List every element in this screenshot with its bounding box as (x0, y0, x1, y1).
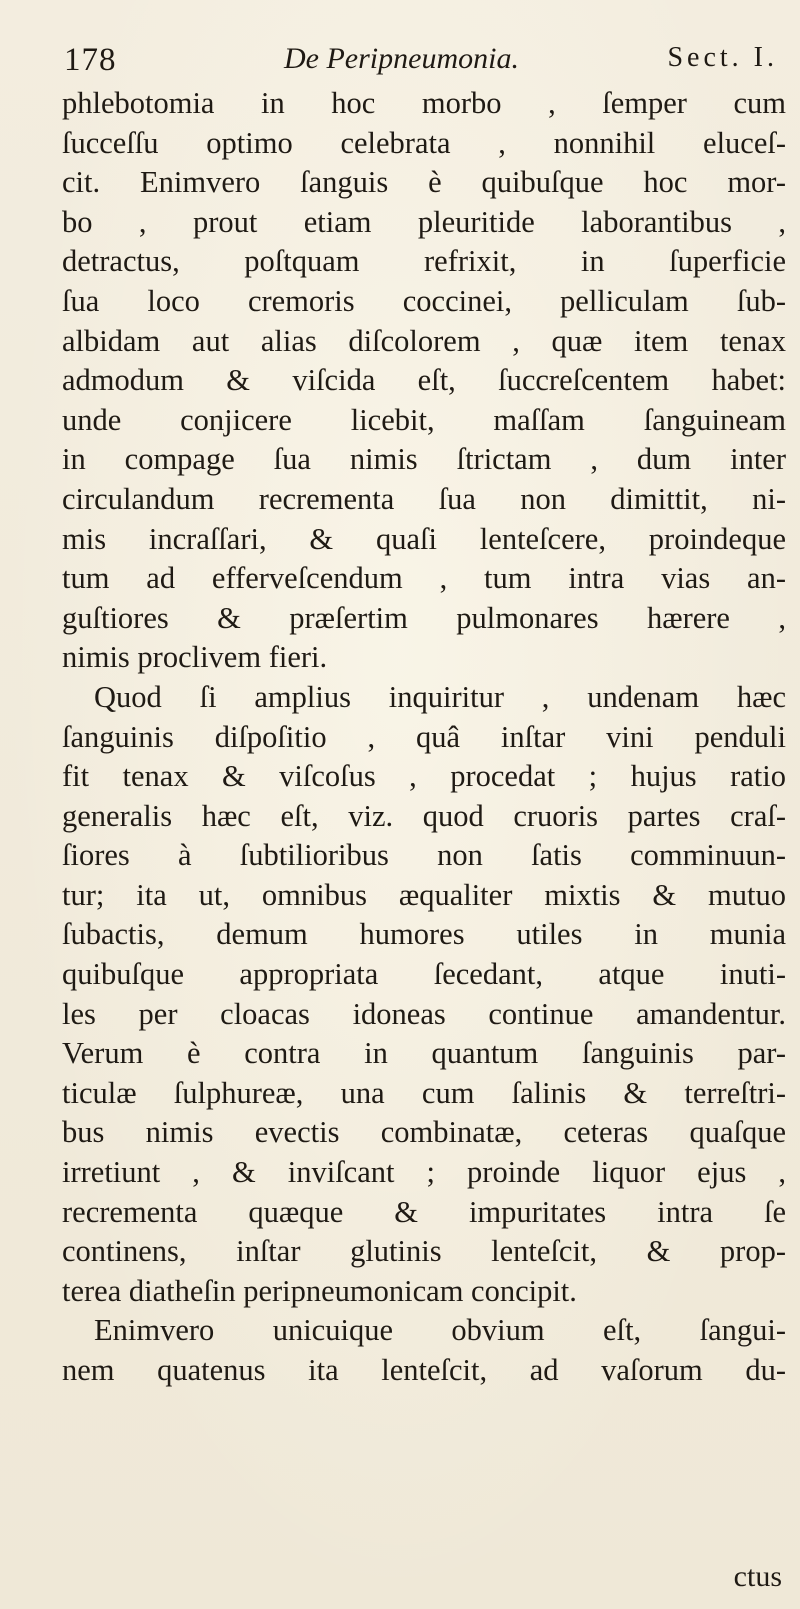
text-line: albidam aut alias diſcolorem , quæ item tenax (62, 323, 786, 358)
paragraph-start-line: Quod ſi amplius inquiritur , undenam hæc (94, 679, 786, 714)
text-line: tum ad efferveſcendum , tum intra vias an- (62, 561, 786, 596)
text-line: mis incraſſari, & quaſi lenteſcere, proindeque (62, 521, 786, 556)
text-line: continens, inſtar glutinis lenteſcit, & prop- (62, 1234, 786, 1269)
text-line: Verum è contra in quantum ſanguinis par- (62, 1036, 786, 1071)
text-line: tur; ita ut, omnibus æqualiter mixtis & mutuo (62, 877, 786, 912)
text-line: circulandum recrementa ſua non dimittit, ni- (62, 481, 786, 516)
text-line: ſucceſſu optimo celebrata , nonnihil eluceſ- (62, 125, 786, 160)
text-line: guſtiores & præſertim pulmonares hærere , (62, 600, 786, 635)
body-text (62, 84, 786, 1391)
text-line: ſua loco cremoris coccinei, pelliculam ſub- (62, 283, 786, 318)
text-line: ſiores à ſubtilioribus non ſatis comminuun- (62, 838, 786, 873)
text-line: nimis proclivem fieri. (62, 640, 328, 675)
text-line: fit tenax & viſcoſus , procedat ; hujus ratio (62, 759, 786, 794)
text-line: cit. Enimvero ſanguis è quibuſque hoc mor- (62, 165, 786, 200)
text-line: phlebotomia in hoc morbo , ſemper cum (62, 86, 786, 120)
paragraph-start-line: Enimvero unicuique obvium eſt, ſangui- (94, 1313, 786, 1348)
text-line: in compage ſua nimis ſtrictam , dum inter (62, 442, 786, 477)
text-line: generalis hæc eſt, viz. quod cruoris partes craſ- (62, 798, 786, 833)
text-line: bo , prout etiam pleuritide laborantibus , (62, 204, 786, 239)
text-line: irretiunt , & inviſcant ; proinde liquor ejus , (62, 1155, 786, 1190)
section-label: Sect. I. (667, 42, 778, 73)
text-line: detractus, poſtquam refrixit, in ſuperficie (62, 244, 786, 279)
text-line: nem quatenus ita lenteſcit, ad vaſorum du- (62, 1353, 786, 1387)
text-line: bus nimis evectis combinatæ, ceteras quaſque (62, 1115, 786, 1150)
text-line: recrementa quæque & impuritates intra ſe (62, 1194, 786, 1229)
text-line: admodum & viſcida eſt, ſuccreſcentem habet: (62, 363, 786, 398)
catchword: ctus (733, 1560, 782, 1593)
text-line: ſanguinis diſpoſitio , quâ inſtar vini penduli (62, 719, 786, 754)
text-line: terea diatheſin peripneumonicam concipit. (62, 1273, 577, 1308)
running-title: De Peripneumonia. (284, 42, 519, 75)
text-line: unde conjicere licebit, maſſam ſanguineam (62, 402, 786, 437)
page-header (64, 36, 784, 84)
text-line: ticulæ ſulphureæ, una cum ſalinis & terreſtri- (62, 1075, 786, 1110)
text-line: les per cloacas idoneas continue amandentur. (62, 996, 786, 1031)
page-number: 178 (64, 42, 117, 78)
text-line: quibuſque appropriata ſecedant, atque inuti- (62, 957, 786, 992)
text-line: ſubactis, demum humores utiles in munia (62, 917, 786, 952)
